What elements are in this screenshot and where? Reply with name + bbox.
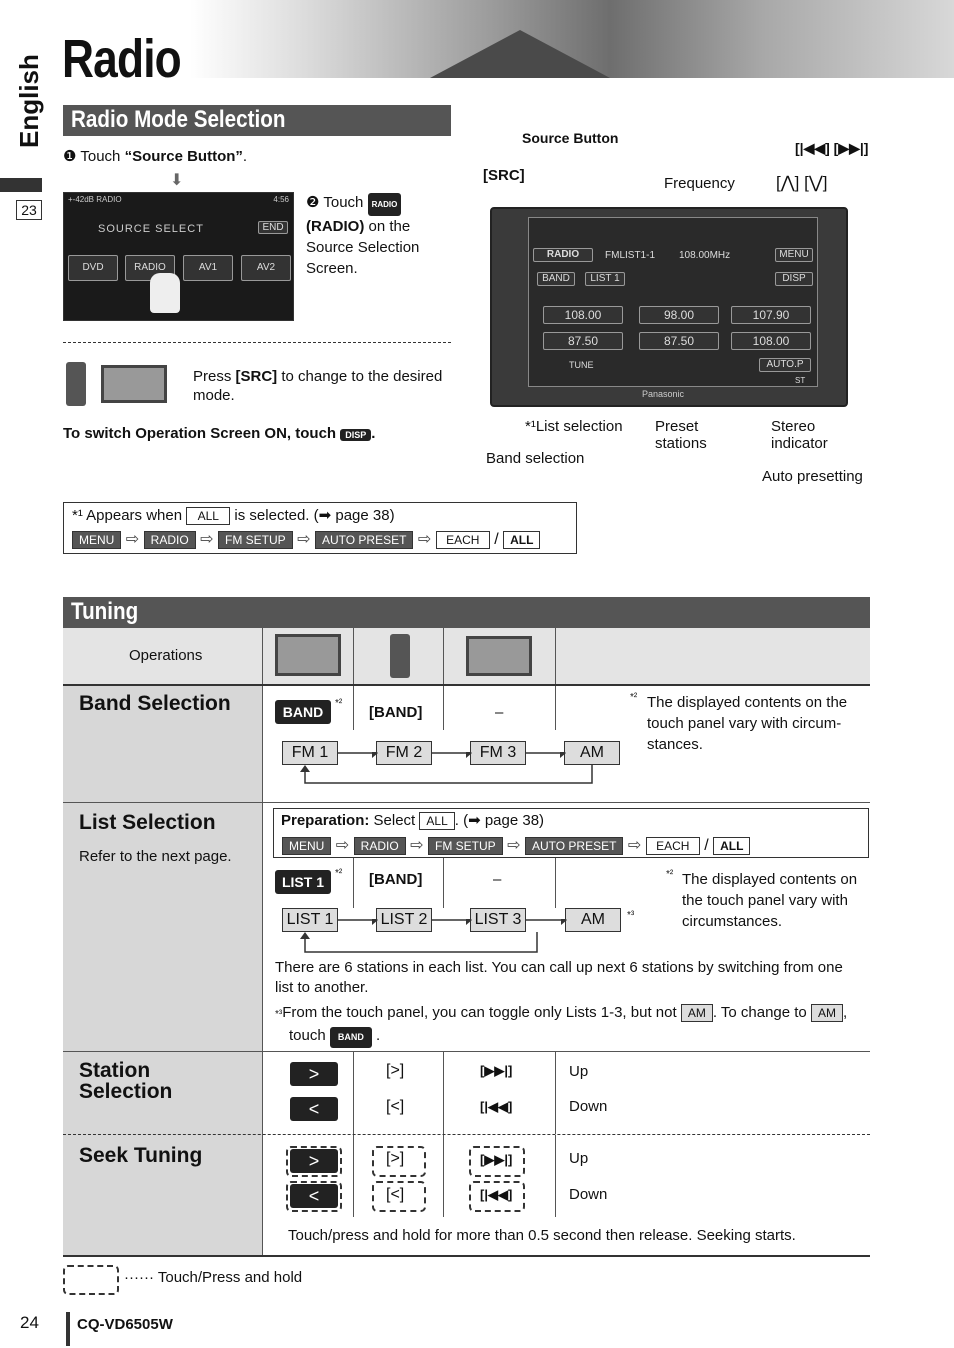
band-note: The displayed contents on the touch panel vary with circum-stances. (647, 694, 848, 753)
source-button-label: Source Button (522, 130, 619, 146)
touch-panel-icon (275, 634, 341, 676)
cycle-fm1: FM 1 (282, 741, 338, 765)
src-label: [SRC] (483, 167, 525, 184)
band-selection-title: Band Selection (79, 692, 231, 715)
band-selection-label: Band selection (486, 450, 585, 467)
press-src-text: Press [SRC] to change to the desired mode. (193, 368, 443, 404)
station-down-button[interactable]: < (290, 1097, 338, 1121)
station-up-button[interactable]: > (290, 1062, 338, 1086)
radio-button[interactable]: RADIO (125, 255, 175, 281)
station-up-seek-key: [▶▶|] (480, 1063, 513, 1078)
frequency-label: Frequency (664, 175, 735, 192)
dvd-button[interactable]: DVD (68, 255, 118, 281)
list-description: There are 6 stations in each list. You can call up next 6 stations by switching from one list to another. (275, 959, 843, 996)
preparation-box: Preparation: Select ALL . (➡ page 38) MENU ⇨ RADIO ⇨ FM SETUP ⇨ AUTO PRESET ⇨ EACH / ALL (273, 808, 869, 858)
list-selection-title: List Selection (79, 811, 216, 834)
remote-icon (66, 362, 86, 406)
seek-up-seek-key: [▶▶|] (480, 1152, 513, 1167)
head-unit-diagram: RADIO FMLIST1-1 108.00MHz MENU BAND LIST 1 DISP 108.00 98.00 107.90 87.50 87.50 108.00 TUNE AUTO.P ST Panasonic (490, 207, 848, 407)
divider (63, 342, 451, 343)
seek-note: Touch/press and hold for more than 0.5 second then release. Seeking starts. (288, 1227, 796, 1244)
station-down-seek-key: [|◀◀] (480, 1099, 513, 1114)
seek-down-button[interactable]: < (290, 1184, 338, 1208)
list-band-key: [BAND] (369, 871, 423, 888)
road-graphic (430, 30, 610, 78)
seek-down-seek-key: [|◀◀] (480, 1187, 513, 1202)
left-column (63, 686, 262, 1256)
seek-up-key: [>] (386, 1150, 405, 1167)
page-title: Radio (62, 29, 181, 89)
cycle-list3: LIST 3 (470, 908, 526, 932)
cycle-arrows (280, 752, 625, 792)
disp-icon: DISP (340, 429, 371, 441)
cycle-list1: LIST 1 (282, 908, 338, 932)
av2-button[interactable]: AV2 (241, 255, 291, 281)
model-number: CQ-VD6505W (77, 1316, 173, 1333)
language-tab: English (14, 54, 44, 148)
stereo-indicator-label: Stereo indicator (771, 418, 828, 452)
list-button[interactable]: LIST 1 (275, 870, 331, 894)
finger-icon (150, 273, 180, 313)
hold-legend-text: ······ Touch/Press and hold (124, 1269, 303, 1286)
band-button[interactable]: BAND (275, 700, 331, 724)
list-note3: *³From the touch panel, you can toggle only Lists 1-3, but not AM . To change to AM , touch BAND . (275, 1002, 869, 1048)
updown-label: [⋀] [⋁] (776, 173, 828, 192)
side-page-number: 23 (16, 200, 42, 220)
station-down-key: [<] (386, 1098, 405, 1115)
step2: ❷ Touch RADIO (RADIO) on the Source Selection Screen. (306, 194, 420, 277)
down-arrow-icon: ⬇ (170, 172, 184, 189)
cycle-fm2: FM 2 (376, 741, 432, 765)
step1: ❶ Touch “Source Button”. (63, 148, 248, 165)
station-selection-title: Station Selection (79, 1059, 173, 1103)
tuning-heading: Tuning (63, 597, 870, 628)
source-select-screen: +-42dB RADIO 4:56 SOURCE SELECT END DVD RADIO AV1 AV2 (63, 192, 294, 321)
footnote-box: *¹ Appears when ALL is selected. (➡ page 38) MENU ⇨ RADIO ⇨ FM SETUP ⇨ AUTO PRESET ⇨ EACH / ALL (63, 502, 577, 554)
switch-screen-text: To switch Operation Screen ON, touch DISP . (63, 425, 376, 442)
radio-icon: RADIO (368, 193, 402, 216)
list-selection-label: *¹List selection (525, 418, 623, 435)
unit-screen: RADIO FMLIST1-1 108.00MHz MENU BAND LIST 1 DISP 108.00 98.00 107.90 87.50 87.50 108.00 TUNE AUTO.P ST (528, 217, 818, 387)
seek-up-button[interactable]: > (290, 1149, 338, 1173)
preset-stations-label: Preset stations (655, 418, 707, 452)
seek-label: [|◀◀] [▶▶|] (795, 140, 869, 156)
list-note: The displayed contents on the touch panel vary with circumstances. (682, 871, 858, 930)
cycle-list-am: AM (565, 908, 621, 932)
seek-tuning-title: Seek Tuning (79, 1144, 203, 1167)
operations-label: Operations (129, 647, 203, 664)
station-up-key: [>] (386, 1062, 405, 1079)
cycle-am: AM (564, 741, 620, 765)
remote-icon (390, 634, 410, 678)
page-number: 24 (20, 1313, 39, 1332)
language-bar (0, 178, 42, 192)
unit-icon (466, 636, 532, 676)
list-refer-text: Refer to the next page. (79, 848, 232, 865)
screen-icon (101, 365, 167, 403)
mode-section-heading: Radio Mode Selection (63, 105, 451, 136)
end-button[interactable]: END (258, 221, 288, 234)
seek-down-key: [<] (386, 1186, 405, 1203)
band-key: [BAND] (369, 704, 423, 721)
list-cycle-arrows (280, 919, 625, 959)
av1-button[interactable]: AV1 (183, 255, 233, 281)
cycle-fm3: FM 3 (470, 741, 526, 765)
auto-presetting-label: Auto presetting (762, 468, 863, 485)
cycle-list2: LIST 2 (376, 908, 432, 932)
hold-legend-icon (63, 1265, 119, 1295)
